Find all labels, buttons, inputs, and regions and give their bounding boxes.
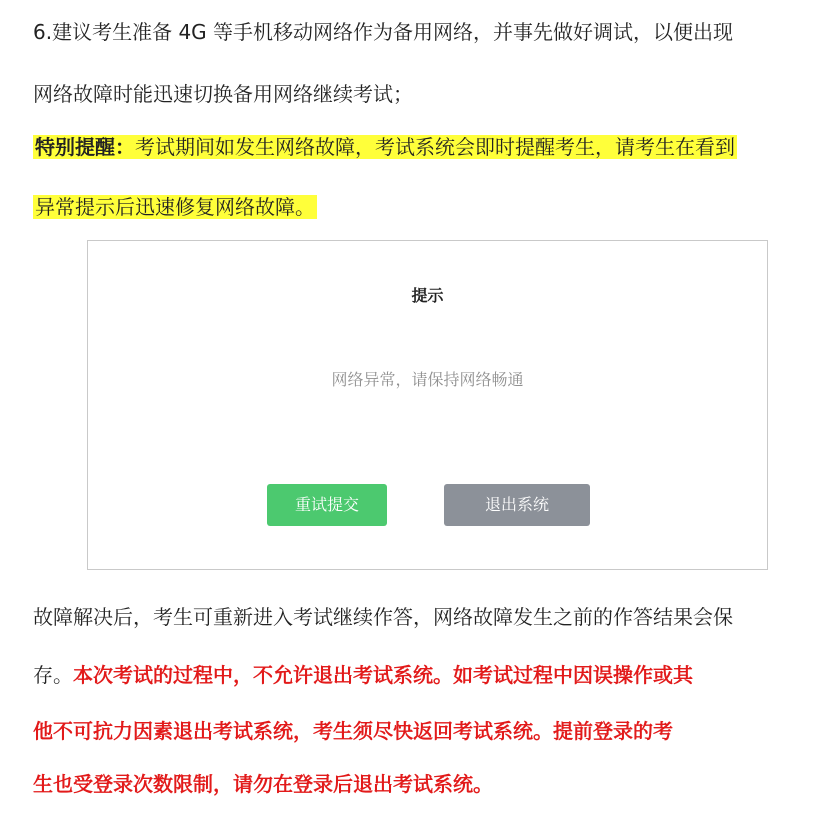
after-line-2-warning: 本次考试的过程中，不允许退出考试系统。如考试过程中因误操作或其	[73, 663, 693, 687]
dialog-message: 网络异常，请保持网络畅通	[331, 370, 524, 389]
after-line-4-warning: 生也受登录次数限制，请勿在登录后退出考试系统。	[33, 772, 493, 796]
notice-line-2	[33, 192, 317, 222]
exit-system-button[interactable]: 退出系统	[444, 484, 590, 526]
notice-highlight-1	[33, 135, 737, 159]
notice-label: 特别提醒：	[35, 135, 135, 159]
after-line-1: 故障解决后，考生可重新进入考试继续作答，网络故障发生之前的作答结果会保	[33, 605, 733, 629]
after-line-3-warning: 他不可抗力因素退出考试系统，考生须尽快返回考试系统。提前登录的考	[33, 719, 673, 743]
network-error-dialog	[87, 240, 768, 570]
notice-text-1: 考试期间如发生网络故障，考试系统会即时提醒考生，请考生在看到	[135, 135, 735, 159]
after-line-2	[33, 660, 693, 690]
paragraph-6-line-2: 网络故障时能迅速切换备用网络继续考试；	[33, 82, 413, 106]
paragraph-6-line-1: 6.建议考生准备 4G 等手机移动网络作为备用网络，并事先做好调试，以便出现	[33, 20, 734, 44]
dialog-title: 提示	[411, 286, 444, 305]
retry-submit-button[interactable]: 重试提交	[267, 484, 387, 526]
after-line-2-plain: 存。	[33, 663, 73, 687]
notice-line-1	[33, 132, 737, 162]
notice-highlight-2: 异常提示后迅速修复网络故障。	[35, 195, 315, 219]
